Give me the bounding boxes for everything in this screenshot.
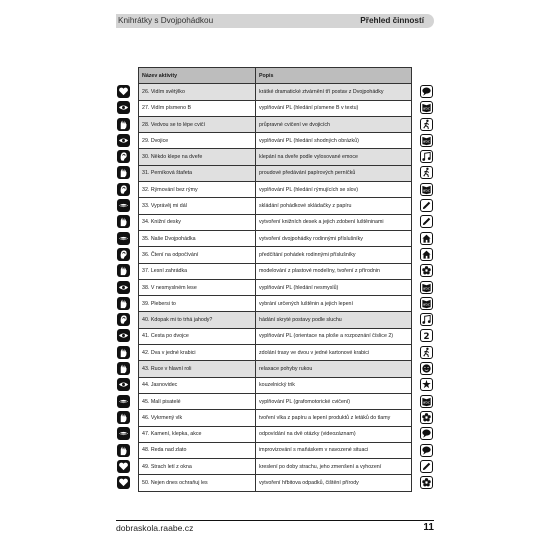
activity-description: hádání skryté postavy podle sluchu	[256, 312, 412, 328]
activity-name: 38. V nesmyslném lese	[139, 279, 256, 295]
hand-icon	[117, 346, 130, 359]
number-two-icon	[420, 329, 433, 342]
eye-icon	[117, 134, 130, 147]
pencil-icon	[420, 199, 433, 212]
svg-text:2: 2	[423, 332, 430, 342]
heart-icon	[117, 85, 130, 98]
activity-name: 46. Vykrmený vlk	[139, 410, 256, 426]
speech-bubble-icon	[420, 444, 433, 457]
svg-text:abc: abc	[423, 105, 430, 111]
house-icon	[420, 248, 433, 261]
activity-description: vytvoření hřbitova odpadků, čištění přírody	[256, 475, 412, 491]
eye-icon	[117, 281, 130, 294]
hand-icon	[117, 118, 130, 131]
svg-text:abc: abc	[423, 301, 430, 307]
magic-icon	[420, 378, 433, 391]
relax-icon	[420, 362, 433, 375]
activity-description: předčítání pohádek rodinnými příslušníky	[256, 247, 412, 263]
activity-name: 42. Dva v jedné krabici	[139, 345, 256, 361]
activity-description: proudové předávání papírových perníčků	[256, 165, 412, 181]
music-note-icon	[420, 150, 433, 163]
table-row	[139, 165, 412, 181]
table-row	[139, 377, 412, 393]
activity-description: vyplňování PL (hledání rýmujících se slov)	[256, 182, 412, 198]
table-row	[139, 133, 412, 149]
table-row	[139, 100, 412, 116]
activity-description: vyplňování PL (orientace na ploše a rozpoznání číslice 2)	[256, 328, 412, 344]
table-row	[139, 296, 412, 312]
pencil-icon	[420, 460, 433, 473]
activity-name: 32. Rýmování bez rýmy	[139, 182, 256, 198]
table-row	[139, 247, 412, 263]
activity-description: relaxace pohyby rukou	[256, 361, 412, 377]
speech-bubble-icon	[420, 85, 433, 98]
table-header-row	[139, 68, 412, 84]
table-row	[139, 279, 412, 295]
hand-icon	[117, 411, 130, 424]
house-icon	[420, 232, 433, 245]
activity-name: 45. Malí pisatelé	[139, 393, 256, 409]
hand-icon	[117, 362, 130, 375]
activity-description: klepání na dveře podle vylosované emoce	[256, 149, 412, 165]
abc-book-icon	[420, 134, 433, 147]
mouth-icon	[117, 395, 130, 408]
table-row	[139, 328, 412, 344]
running-figure-icon	[420, 166, 433, 179]
activities-table	[138, 67, 412, 492]
hand-icon	[117, 444, 130, 457]
mouth-icon	[117, 199, 130, 212]
activity-name: 49. Strach letí z okna	[139, 459, 256, 475]
activity-description: krátké dramatické ztvárnění tří postav z Dvojpohádky	[256, 84, 412, 100]
flower-icon	[420, 476, 433, 489]
activity-description: skládání pohádkové skládačky z papíru	[256, 198, 412, 214]
table-row	[139, 182, 412, 198]
ear-icon	[117, 313, 130, 326]
running-figure-icon	[420, 346, 433, 359]
activity-name: 26. Vidím světýlko	[139, 84, 256, 100]
table-row	[139, 263, 412, 279]
table-row	[139, 393, 412, 409]
activity-description: vyplňování PL (hledání shodných obrázků)	[256, 133, 412, 149]
activity-description: kreslení po doby strachu, jeho zmenšení a vyhození	[256, 459, 412, 475]
table-row	[139, 361, 412, 377]
svg-text:abc: abc	[423, 285, 430, 291]
hand-icon	[117, 297, 130, 310]
book-title: Knihrátky s Dvojpohádkou	[118, 16, 214, 25]
activity-name: 50. Nejen dnes ochraňuj les	[139, 475, 256, 491]
flower-icon	[420, 411, 433, 424]
activity-name: 41. Cesta po dvojce	[139, 328, 256, 344]
table-row	[139, 116, 412, 132]
mouth-icon	[117, 232, 130, 245]
table-row	[139, 149, 412, 165]
eye-icon	[117, 329, 130, 342]
activity-name: 39. Plebersi to	[139, 296, 256, 312]
speech-bubble-icon	[420, 427, 433, 440]
activity-name: 37. Lesní zahrádka	[139, 263, 256, 279]
footer-url: dobraskola.raabe.cz	[116, 523, 194, 533]
table-row	[139, 426, 412, 442]
activity-name: 30. Někdo klepe na dveře	[139, 149, 256, 165]
activity-name: 48. Reda nad zlato	[139, 442, 256, 458]
table-row	[139, 459, 412, 475]
music-note-icon	[420, 313, 433, 326]
activity-name: 29. Dvojice	[139, 133, 256, 149]
table-row	[139, 84, 412, 100]
abc-book-icon	[420, 281, 433, 294]
ear-icon	[117, 248, 130, 261]
svg-text:abc: abc	[423, 138, 430, 144]
activity-description: vytvoření knižních desek a jejich zdobení luštěninami	[256, 214, 412, 230]
activity-name: 33. Vyprávěj mi dál	[139, 198, 256, 214]
abc-book-icon	[420, 297, 433, 310]
activity-description: zdolání trasy ve dvou v jedné kartonové krabici	[256, 345, 412, 361]
eye-icon	[117, 101, 130, 114]
table-row	[139, 214, 412, 230]
abc-book-icon	[420, 183, 433, 196]
running-figure-icon	[420, 118, 433, 131]
abc-book-icon	[420, 101, 433, 114]
activity-name: 34. Knižní desky	[139, 214, 256, 230]
footer-divider	[116, 520, 434, 521]
section-title: Přehled činností	[360, 16, 424, 25]
table-row	[139, 410, 412, 426]
mouth-icon	[117, 427, 130, 440]
activity-description: průpravné cvičení ve dvojicích	[256, 116, 412, 132]
activity-description: improvizování s maňáskem v navozené situaci	[256, 442, 412, 458]
activity-column-header: Název aktivity	[139, 68, 256, 84]
table-row	[139, 345, 412, 361]
activity-description: kouzelnický trik	[256, 377, 412, 393]
svg-text:abc: abc	[423, 399, 430, 405]
heart-icon	[117, 476, 130, 489]
table-row	[139, 312, 412, 328]
table-row	[139, 198, 412, 214]
activity-name: 44. Jasnovidec	[139, 377, 256, 393]
description-column-header: Popis	[256, 68, 412, 84]
activity-name: 43. Ruce v hlavní roli	[139, 361, 256, 377]
activity-name: 36. Čtení na odpočívání	[139, 247, 256, 263]
ear-icon	[117, 150, 130, 163]
activity-name: 35. Naše Dvojpohádka	[139, 230, 256, 246]
flower-icon	[420, 264, 433, 277]
svg-text:abc: abc	[423, 187, 430, 193]
activity-description: vyplňování PL (hledání písmene B v textu)	[256, 100, 412, 116]
activity-description: modelování z plastové modelíny, tvoření z přírodnin	[256, 263, 412, 279]
table-row	[139, 230, 412, 246]
activity-name: 28. Vedvou se to lépe cvičí	[139, 116, 256, 132]
activity-description: vyplňování PL (hledání nesmyslů)	[256, 279, 412, 295]
activity-name: 31. Perníková štafeta	[139, 165, 256, 181]
abc-book-icon	[420, 395, 433, 408]
activity-description: odpovídání na dvě otázky (videozáznam)	[256, 426, 412, 442]
activity-description: tvoření vlka z papíru a lepení produktů z letáků do tlamy	[256, 410, 412, 426]
activity-description: vyplňování PL (grafomotorické cvičení)	[256, 393, 412, 409]
eye-icon	[117, 378, 130, 391]
table-row	[139, 442, 412, 458]
activity-description: vytvoření dvojpohádky rodinnými příslušníky	[256, 230, 412, 246]
heart-icon	[117, 460, 130, 473]
hand-icon	[117, 264, 130, 277]
ear-icon	[117, 183, 130, 196]
hand-icon	[117, 215, 130, 228]
table-row	[139, 475, 412, 491]
pencil-icon	[420, 215, 433, 228]
activity-description: vybrání určených luštěnin a jejich lepení	[256, 296, 412, 312]
hand-icon	[117, 166, 130, 179]
activity-name: 47. Kamení, klepka, akce	[139, 426, 256, 442]
activity-name: 40. Kdopak mi to trhá jahody?	[139, 312, 256, 328]
page-number: 11	[423, 522, 434, 533]
activity-name: 27. Vidím písmeno B	[139, 100, 256, 116]
